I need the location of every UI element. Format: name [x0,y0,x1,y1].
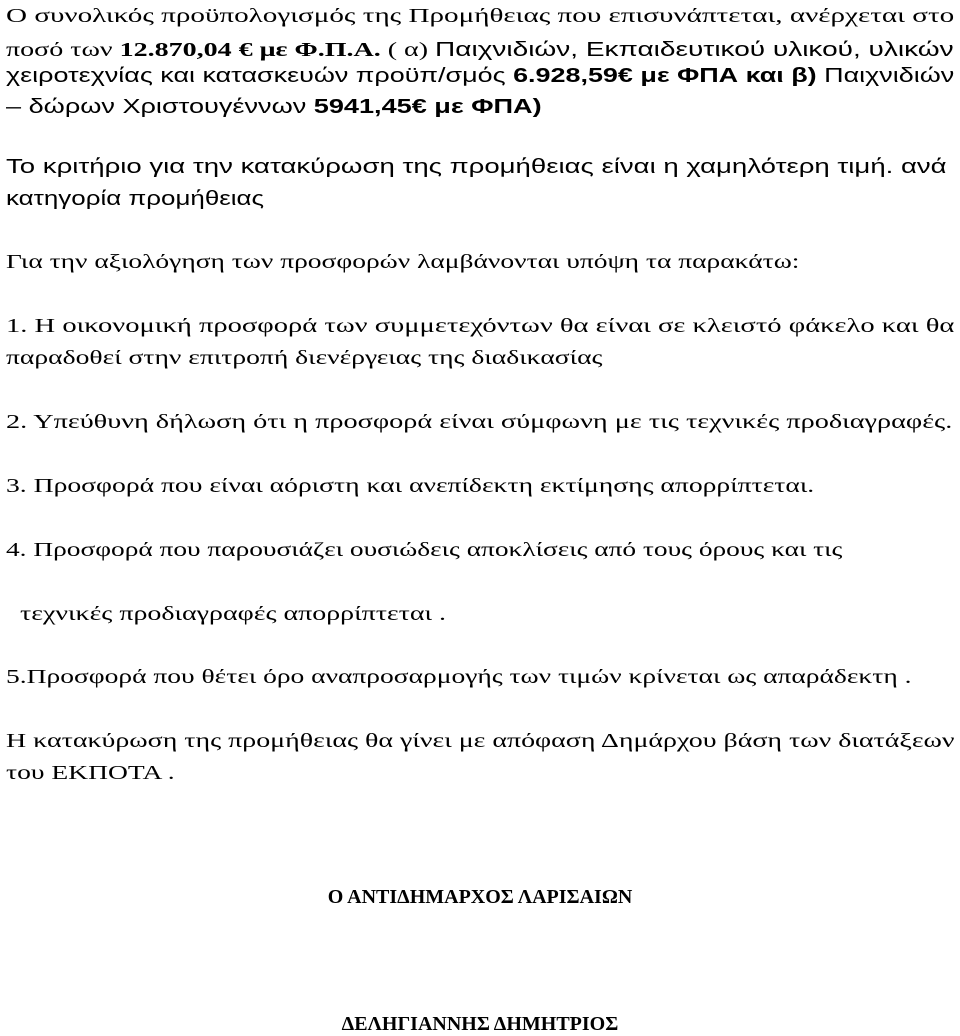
evaluation-intro-text: Για την αξιολόγηση των προσφορών λαμβάνονται υπόψη τα παρακάτω: [6,251,800,273]
item-1-text-1: 1. Η οικονομική προσφορά των συμμετεχόντων θα είναι σε κλειστό φάκελο και θα [6,315,955,337]
category-a-label: Παιχνιδιών, Εκπαιδευτικού υλικού, υλικών [435,39,954,61]
item-4-line-1 [6,538,842,562]
item-4-text-2: τεχνικές προδιαγραφές απορρίπτεται . [20,603,447,625]
item-5 [6,665,911,689]
signature-title [0,885,960,909]
budget-text-3a: χειροτεχνίας και κατασκευών προϋπ/σμός [6,65,514,87]
evaluation-intro [6,250,799,274]
closing-text-1: Η κατακύρωση της προμήθειας θα γίνει με απόφαση Δημάρχου βάση των διατάξεων [6,730,955,752]
item-3-text: 3. Προσφορά που είναι αόριστη και ανεπίδεκτη εκτίμησης απορρίπτεται. [6,475,815,497]
criterion-line-1 [6,155,947,179]
signature-title-text: Ο ΑΝΤΙΔΗΜΑΡΧΟΣ ΛΑΡΙΣΑΙΩΝ [327,886,633,908]
budget-text-2a: ποσό των [6,39,120,61]
closing-line-2 [6,761,175,785]
item-1-text-2: παραδοθεί στην επιτροπή διενέργειας της διαδικασίας [6,347,603,369]
category-b-amount: 5941,45€ με ΦΠΑ) [313,96,542,118]
closing-text-2: του ΕΚΠΟΤΑ . [6,762,175,784]
signature-name [0,1012,960,1036]
criterion-line-2 [6,187,264,211]
budget-text-4a: – δώρων Χριστουγέννων [6,96,314,118]
item-2-text: 2. Υπεύθυνη δήλωση ότι η προσφορά είναι σύμφωνη με τις τεχνικές προδιαγραφές. [6,411,953,433]
item-1-line-2 [6,346,602,370]
closing-line-1 [6,729,955,753]
budget-line-4 [6,95,542,119]
item-4-text-1: 4. Προσφορά που παρουσιάζει ουσιώδεις αποκλίσεις από τους όρους και τις [6,539,843,561]
total-amount: 12.870,04 € με Φ.Π.Α. [119,39,381,61]
signature-name-text: ΔΕΛΗΓΙΑΝΝΗΣ ΔΗΜΗΤΡΙΟΣ [341,1013,619,1035]
item-2 [6,410,952,434]
category-a-marker: ( α) [380,39,436,61]
budget-line-3 [6,64,954,88]
criterion-text-2: κατηγορία προμήθειας [6,188,265,210]
item-5-text: 5.Προσφορά που θέτει όρο αναπροσαρμογής των τιμών κρίνεται ως απαράδεκτη . [6,666,912,688]
budget-line-1 [6,4,954,28]
item-4-line-2 [20,602,446,626]
category-a-amount: 6.928,59€ με ΦΠΑ και β) [513,65,817,87]
criterion-text-1: Το κριτήριο για την κατακύρωση της προμήθειας είναι η χαμηλότερη τιμή. ανά [6,156,947,178]
item-1-line-1 [6,314,954,338]
item-3 [6,474,814,498]
budget-text-1: Ο συνολικός προϋπολογισμός της Προμήθειας που επισυνάπτεται, ανέρχεται στο [6,5,955,27]
category-b-label: Παιχνιδιών [816,65,955,87]
budget-line-2 [6,38,954,62]
